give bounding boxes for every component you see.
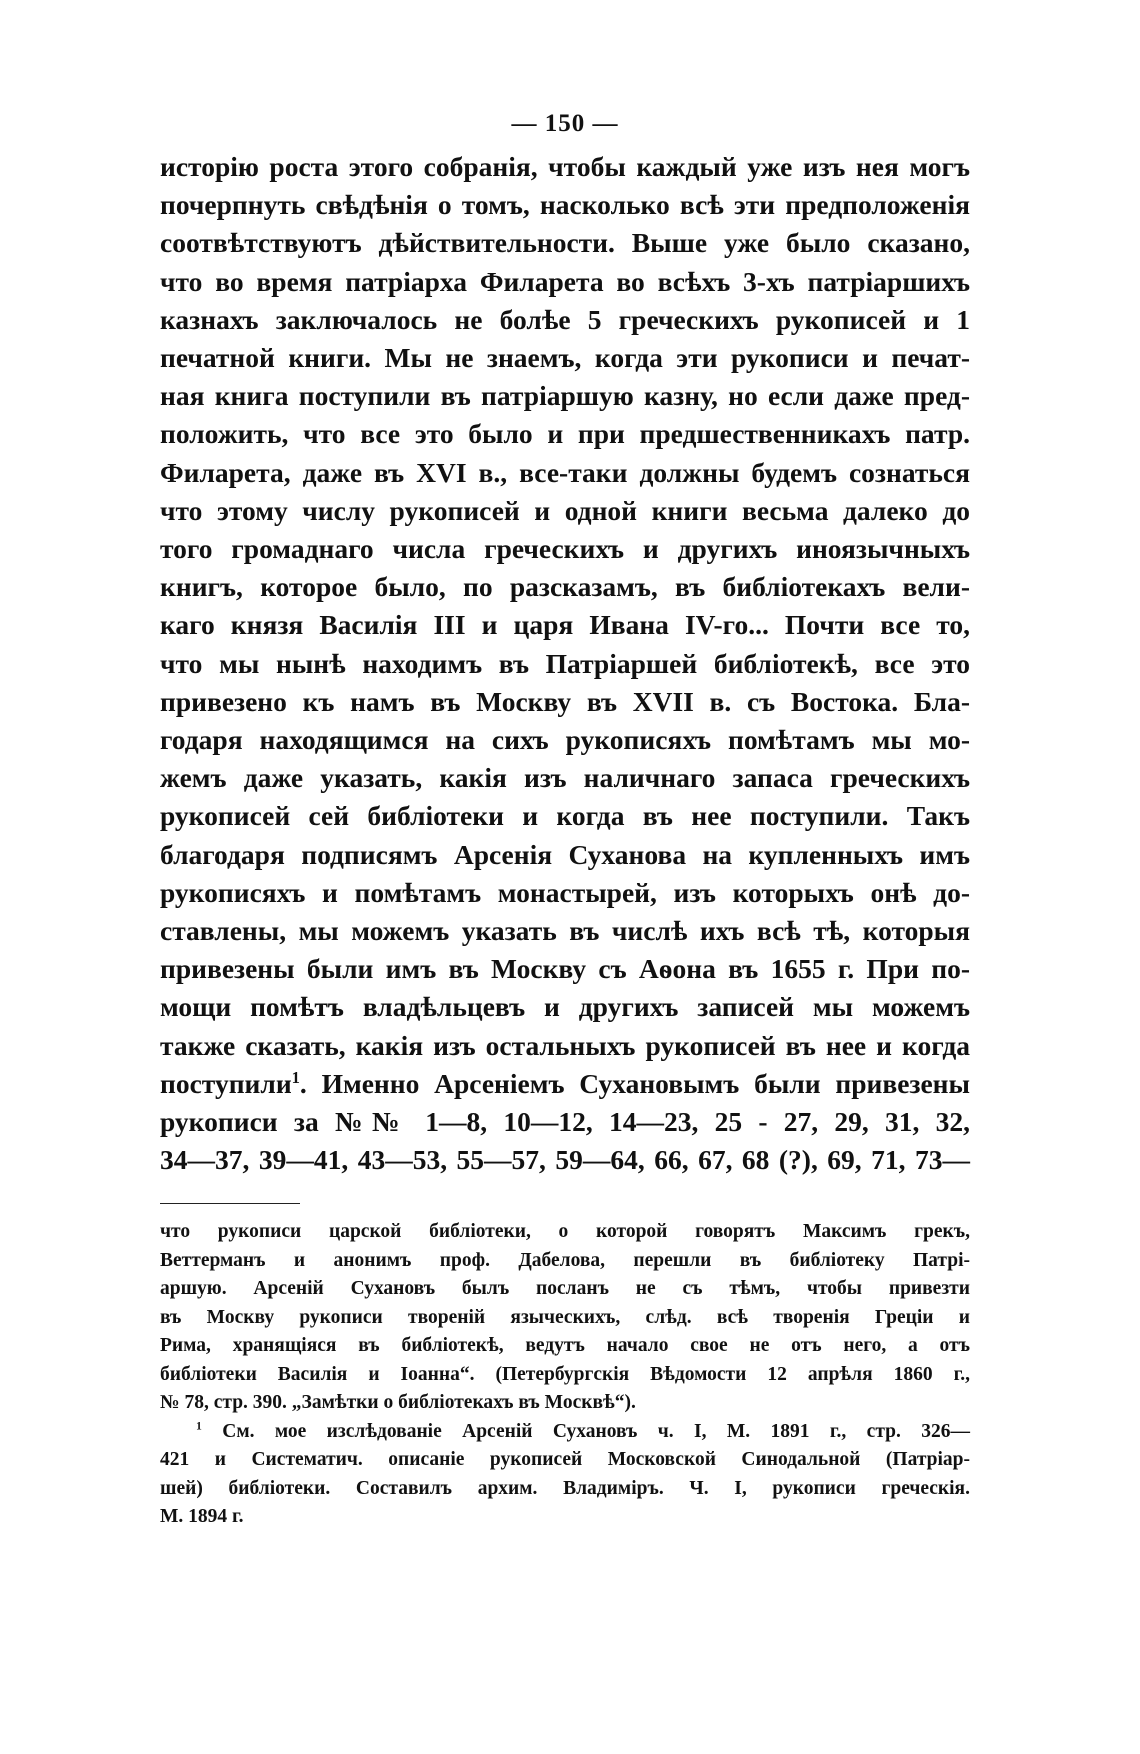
footnote-line: Веттерманъ и анонимъ проф. Дабелова, перешли въ библіотеку Патрі-	[160, 1249, 970, 1271]
text-line: также сказать, какія изъ остальныхъ рукописей въ нее и когда	[160, 1029, 970, 1061]
document-page	[160, 110, 970, 1532]
footnote-marker: 1	[196, 1419, 202, 1433]
main-text	[160, 148, 970, 1179]
text-line: жемъ даже указать, какія изъ наличнаго запаса греческихъ	[160, 762, 970, 794]
text-line: что этому числу рукописей и одной книги весьма далеко до	[160, 494, 970, 526]
footnote-line: аршую. Арсеній Сухановъ былъ посланъ не съ тѣмъ, чтобы привезти	[160, 1278, 970, 1300]
text-line: Филарета, даже въ XVI в., все-таки должны будемъ сознаться	[160, 456, 970, 488]
footnote-ref: 1	[291, 1067, 300, 1087]
text-line: казнахъ заключалось не болѣе 5 греческихъ рукописей и 1	[160, 303, 970, 335]
footnote-continued	[160, 1218, 970, 1418]
text-line: рукописи за №№ 1—8, 10—12, 14—23, 25 - 27, 29, 31, 32,	[160, 1106, 970, 1138]
footnote-line: шей) библіотеки. Составилъ архим. Владиміръ. Ч. I, рукописи греческія.	[160, 1477, 970, 1499]
footnote-divider	[160, 1203, 300, 1204]
footnote-line	[160, 1418, 970, 1447]
text-line: соотвѣтствуютъ дѣйствительности. Выше уже было сказано,	[160, 227, 970, 259]
footnote-line: 421 и Систематич. описаніе рукописей Московской Синодальной (Патріар-	[160, 1449, 970, 1471]
footnote-line: библіотеки Василія и Іоанна“. (Петербургскія Вѣдомости 12 апрѣля 1860 г.,	[160, 1363, 970, 1385]
footnote-line: Рима, хранящіяся въ библіотекѣ, ведутъ начало свое не отъ него, а отъ	[160, 1335, 970, 1357]
text-line: книгъ, которое было, по разсказамъ, въ библіотекахъ вели-	[160, 571, 970, 603]
text-line: того громаднаго числа греческихъ и другихъ иноязычныхъ	[160, 533, 970, 565]
text-line: ная книга поступили въ патріаршую казну, но если даже пред-	[160, 380, 970, 412]
text-fragment: См. мое изслѣдованіе Арсеній Сухановъ ч. I, М. 1891 г., стр. 326—	[222, 1420, 971, 1442]
text-line: исторію роста этого собранія, чтобы каждый уже изъ нея могъ	[160, 151, 970, 182]
footnote-1	[160, 1418, 970, 1532]
text-line: рукописяхъ и помѣтамъ монастырей, изъ которыхъ онѣ до-	[160, 876, 970, 908]
text-line: благодаря подписямъ Арсенія Суханова на купленныхъ имъ	[160, 838, 970, 870]
text-fragment: . Именно Арсеніемъ Сухановымъ были привезены	[299, 1067, 970, 1099]
text-fragment: поступили	[160, 1067, 292, 1099]
text-line: рукописей сей библіотеки и когда въ нее поступили. Такъ	[160, 800, 970, 832]
footnote-line: № 78, стр. 390. „Замѣтки о библіотекахъ въ Москвѣ“).	[160, 1392, 636, 1414]
page-number: — 150 —	[511, 110, 619, 137]
text-line	[160, 1065, 970, 1103]
text-line: печатной книги. Мы не знаемъ, когда эти рукописи и печат-	[160, 342, 970, 374]
text-line: ставлены, мы можемъ указать въ числѣ ихъ всѣ тѣ, которыя	[160, 915, 970, 947]
text-line: привезено къ намъ въ Москву въ XVII в. съ Востока. Бла-	[160, 685, 970, 717]
text-line: что во время патріарха Филарета во всѣхъ 3-хъ патріаршихъ	[160, 265, 970, 297]
footnotes	[160, 1218, 970, 1532]
text-line: годаря находящимся на сихъ рукописяхъ помѣтамъ мы мо-	[160, 724, 970, 756]
text-line: положить, что все это было и при предшественникахъ патр.	[160, 418, 970, 450]
footnote-line: что рукописи царской библіотеки, о которой говорятъ Максимъ грекъ,	[160, 1221, 970, 1243]
text-line: мощи помѣтъ владѣльцевъ и другихъ записей мы можемъ	[160, 991, 970, 1023]
text-line: привезены были имъ въ Москву съ Аѳона въ 1655 г. При по-	[160, 953, 970, 985]
footnote-line: М. 1894 г.	[160, 1506, 244, 1528]
footnote-line: въ Москву рукописи твореній языческихъ, слѣд. всѣ творенія Греціи и	[160, 1306, 970, 1328]
text-line: что мы нынѣ находимъ въ Патріаршей библіотекѣ, все это	[160, 647, 970, 679]
text-line: 34—37, 39—41, 43—53, 55—57, 59—64, 66, 67, 68 (?), 69, 71, 73—	[160, 1144, 970, 1176]
text-line: каго князя Василія III и царя Ивана IV-го... Почти все то,	[160, 609, 970, 641]
text-line: почерпнуть свѣдѣнія о томъ, насколько всѣ эти предположенія	[160, 189, 970, 221]
